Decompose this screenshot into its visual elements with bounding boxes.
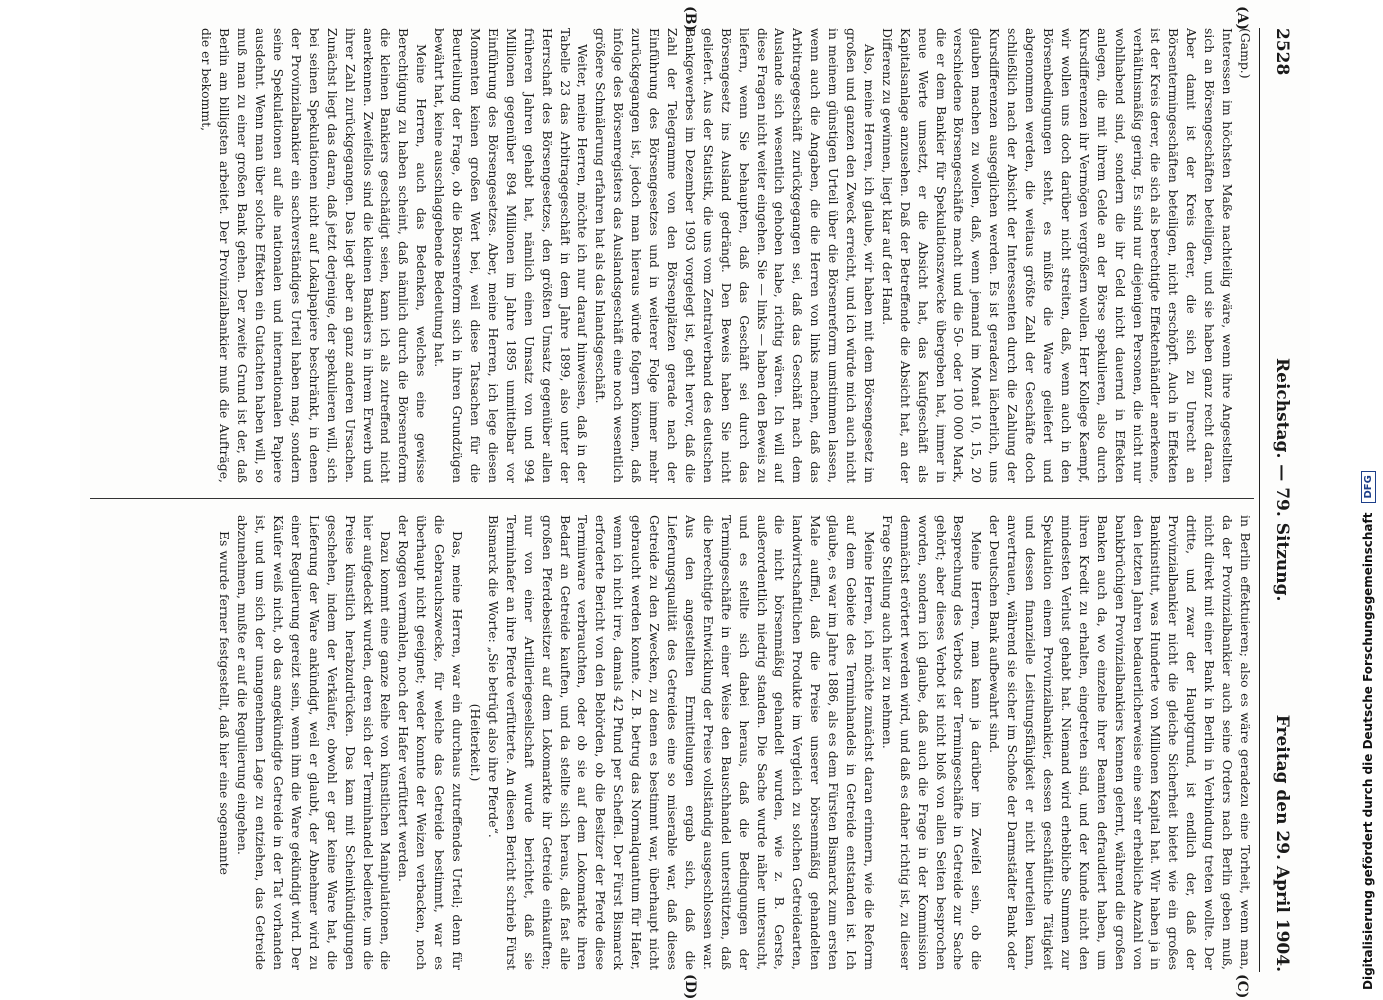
paragraph: Meine Herren, auch das Bedenken, welches eine gewisse Berechtigung zu haben scheint, daß nämlich durch die Börsenreform die kleinen Bankiers geschädigt seien, kann ich als zutreffend nicht anerkennen. Zweifellos sind die kleinen Bankiers in ihrem Erwerb und ihrer Zahl zurückgegangen. Das liegt aber an ganz anderen Ursachen. Zunächst liegt das daran, daß jetzt derjenige, der spekulieren will, sich bei seinen Spekulationen nicht auf Lokalpapiere beschränkt, in denen der Provinzialbankier ein sachverständiges Urteil haben mag, sondern seine Spekulationen auf alle nationalen und internationalen Papiere ausdehnt. Wenn man über solche Effekten ein Gutachten haben will, so muß man zu einer großen Bank gehen. Der zweite Grund ist der, daß Berlin am billigsten arbeitet. Der Provinzialbankier muß die Aufträge, die er bekommt, (199, 28, 430, 483)
page-number: 2528 (1272, 28, 1292, 76)
header-rule (1259, 28, 1260, 972)
margin-marker-b: (B) (682, 6, 698, 32)
paragraph: Weiter, meine Herren, möchte ich nur darauf hinweisen, daß in der Tabelle 23 das Arbitragegeschäft in dem Jahre 1899, also unter der Herrschaft des Börsengesetzes, den größten Umsatz gegenüber allen früheren Jahren gehabt hat, nämlich einen Umsatz von und 994 Millionen gegenüber 894 Millionen im Jahre 1895 unmittelbar vor Einführung des Börsengesetzes. Aber, meine Herren, ich lege diesen Momenten keinen großen Wert bei, weil diese Tatsachen für die Beurteilung der Frage, ob die Börsenreform sich in ihren Grundzügen bewährt hat, keine ausschlaggebende Bedeutung hat. (432, 28, 591, 483)
dfg-logo: DFG (1361, 471, 1376, 502)
column-divider (90, 498, 1254, 499)
paragraph: Es wurde ferner festgestellt, daß hier eine sogenannte (217, 531, 233, 875)
paragraph: Meine Herren, man kann ja darüber im Zweifel sein, ob die Besprechung des Verbots der Termingeschäfte in Getreide zur Sache gehört; aber dieses Verbot ist nicht bloß von allen Seiten besprochen worden, sondern ich glaube, daß auch die Frage in der Kommission demnächst erörtert werden wird, und daß es daher richtig ist, zu dieser Frage Stellung auch hier zu nehmen. (879, 515, 985, 970)
page-header (1266, 28, 1292, 972)
session-date: Freitag den 29. April 1904. (1272, 714, 1292, 972)
margin-marker-a: (A) (1234, 6, 1250, 31)
right-column (90, 515, 1254, 970)
paragraph: Meine Herren, ich möchte zunächst daran erinnern, wie die Reform auf dem Gebiete des Terminhandels in Getreide entstanden ist. Ich glaube, es war im Jahre 1886, als es dem Fürsten Bismarck zum ersten Male auffiel, daß die Preise unserer börsenmäßig gehandelten landwirtschaftlichen Produkte im Vergleich zu solchen Getreidearten, die nicht börsenmäßig gehandelt wurden, wie z. B. Gerste, außerordentlich niedrig standen. Die Sache wurde näher untersucht, und es stellte sich dabei heraus, daß die Bedingungen der Termingeschäfte in einer Weise den Bauschhandel unterstützten, daß die berechtigte Entwicklung der Preise vollständig ausgeschlossen war. Aus den angestellten Ermittelungen ergab sich, daß die Lieferungsqualität des Getreides eine so miserable war, daß dieses Getreide zu den Zwecken, zu denen es bestimmt war, überhaupt nicht gebraucht werden konnte. Z. B. betrug das Normalquantum für Hafer, wenn ich nicht irre, damals 42 Pfund per Scheffel. Der Fürst Bismarck erforderte Bericht von den Behörden, ob die Besitzer der Pferde diese Terminware verbrauchten, oder ob sie auf dem Lokomarkte ihren Bedarf an Getreide kauften, und da stellte sich heraus, daß fast alle großen Pferdebesitzer auf dem Lokomarkte ihr Getreide einkauften; nur von einer Artilleriegesellschaft wurde berichtet, daß sie Terminhafer an ihre Pferde verfütterte. An diesen Bericht schrieb Fürst Bismarck die Worte: „Sie betrügt also ihre Pferde“. (485, 515, 877, 970)
funding-note (1353, 0, 1383, 1000)
paragraph: Also, meine Herren, ich glaube, wir haben mit dem Börsengesetz im großen und ganzen den Zweck erreicht, und ich würde mich auch nicht in meinem günstigen Urteil über die Börsenreform umstimmen lassen, wenn auch die Angaben, die die Herren von links machen, daß das Arbitragegeschäft zurückgegangen sei, daß das Geschäft nach dem Auslande sich wesentlich gehoben habe, richtig wären. Ich will auf diese Fragen nicht weiter eingehen. Sie — links — haben den Beweis zu liefern, wenn Sie behaupten, daß das Geschäft sei durch das Börsengesetz ins Ausland gedrängt. Den Beweis haben Sie nicht geliefert. Aus der Statistik, die uns vom Zentralverband des deutschen Bankgewerbes im Dezember 1903 vorgelegt ist, geht hervor, daß die Zahl der Telegramme von den Börsenplätzen gerade nach der Einführung des Börsengesetzes und in weiterer Folge immer mehr zurückgegangen ist, jedoch man hieraus würde folgern können, daß infolge des Börsenregisters das Auslandsgeschäft eine noch wesentlich größere Schmälerung erfahren hat als das Inlandsgeschäft. (593, 28, 877, 483)
left-column (90, 28, 1254, 483)
paragraph: Interessen im höchsten Maße nachteilig wäre, wenn ihre Angestellten sich an Börsengeschäften beteiligen, und sie haben ganz recht daran. Aber damit ist der Kreis derer, die sich zu Unrecht an Börsentermingeschäften beteiligen, nicht erschöpft. Auch in Effekten ist der Kreis derer, die sich als berechtigte Effektenhändler anerkenne, verhältnismäßig gering. Es sind nur diejenigen Personen, die nicht nur wohlhabend sind, sondern die ihr Geld nicht dauernd in Effekten anlegen, die mit ihrem Gelde an der Börse spekulieren, also durch Kursdifferenzen ihr Vermögen vergrößern wollen. Herr Kollege Kaempf, wir wollen uns doch darüber nicht streiten, daß, wenn auch in den Börsenbedingungen steht, es müßte die Ware geliefert und abgenommen werden, die weitaus größte Zahl der Geschäfte doch schließlich nach der Absicht der Interessenten durch die Zahlung der Kursdifferenzen ausgeglichen werden. Es ist geradezu lächerlich, uns glauben machen zu wollen, daß, wenn jemand im Monat 10, 15, 20 verschiedene Börsengeschäfte macht und die 50- oder 100 000 Mark, die er dem Bankier für Spekulationszwecke übergeben hat, immer in neue Werte umsetzt, er die Absicht hat, das Kaufgeschäft als Kapitalsanlage anzusehen. Daß der Betreffende die Absicht hat, an der Differenz zu gewinnen, liegt klar auf der Hand. (879, 28, 1236, 483)
document-page (80, 0, 1310, 1000)
funding-footer (1353, 0, 1383, 1000)
paragraph: in Berlin effektuieren; also es wäre geradezu eine Torheit, wenn man, da der Provinzialbankier auch seine Orders nach Berlin geben muß, nicht direkt mit einer Bank in Berlin in Verbindung treten wollte. Der dritte, und zwar der Hauptgrund, ist endlich der, daß der Provinzialbankier nicht die gleiche Sicherheit bietet wie ein großes Bankinstitut, was Hunderte von Millionen Kapital hat. Wir haben ja in den letzten Jahren bedauerlicherweise eine sehr erhebliche Anzahl von bankbrüchigen Provinzialbankiers kennen gelernt, während die großen Banken auch da, wo einzelne ihrer Beamten defraudiert haben, um ihren Kredit zu erhalten, eingetreten sind, und der Kunde nicht den mindesten Verlust gehabt hat. Niemand wird erhebliche Summen zur Spekulation einem Provinzialbankier, dessen geschäftliche Tätigkeit und dessen finanzielle Leistungsfähigkeit er nicht beurteilen kann, anvertrauen, während sie sicher im Schoße der Darmstädter Bank oder der Deutschen Bank aufbewahrt sind. (987, 515, 1253, 970)
funding-text: Digitalisierung gefördert durch die Deutsche Forschungsgemeinschaft (1361, 512, 1375, 990)
paragraph: Das, meine Herren, war ein durchaus zutreffendes Urteil; denn für die Gebrauchszwecke, für welche das Getreide bestimmt, war es überhaupt nicht geeignet; weder konnte der Weizen verbacken, noch der Roggen vermahlen, noch der Hafer verfüttert werden. (396, 515, 466, 970)
interjection: (Heiterkeit.) (468, 703, 484, 782)
margin-marker-d: (D) (682, 974, 698, 1000)
running-title: Reichstag. — 79. Sitzung. (1272, 358, 1292, 602)
speaker-label: (Gamp.) (1238, 28, 1253, 79)
paragraph: Dazu kommt eine ganze Reihe von künstlichen Manipulationen, die hier aufgedeckt wurden, deren sich der Terminhandel bediente, um die Preise künstlich herabzudrücken. Das kam mit Scheinkündigungen geschehen, indem der Verkäufer, obwohl er gar keine Ware hat, die Lieferung der Ware ankündigt, weil er glaubt, der Abnehmer wird zu einer Regulierung gereizt sein, wenn ihm die Ware gekündigt wird. Der Käufer weiß nicht, ob das angekündigte Getreide in der Tat vorhanden ist, und um sich der unangenehmen Lage zu entziehen, das Getreide abzunehmen, mußte er auf die Regulierung eingehen. (235, 515, 394, 970)
margin-marker-c: (C) (1234, 974, 1250, 999)
